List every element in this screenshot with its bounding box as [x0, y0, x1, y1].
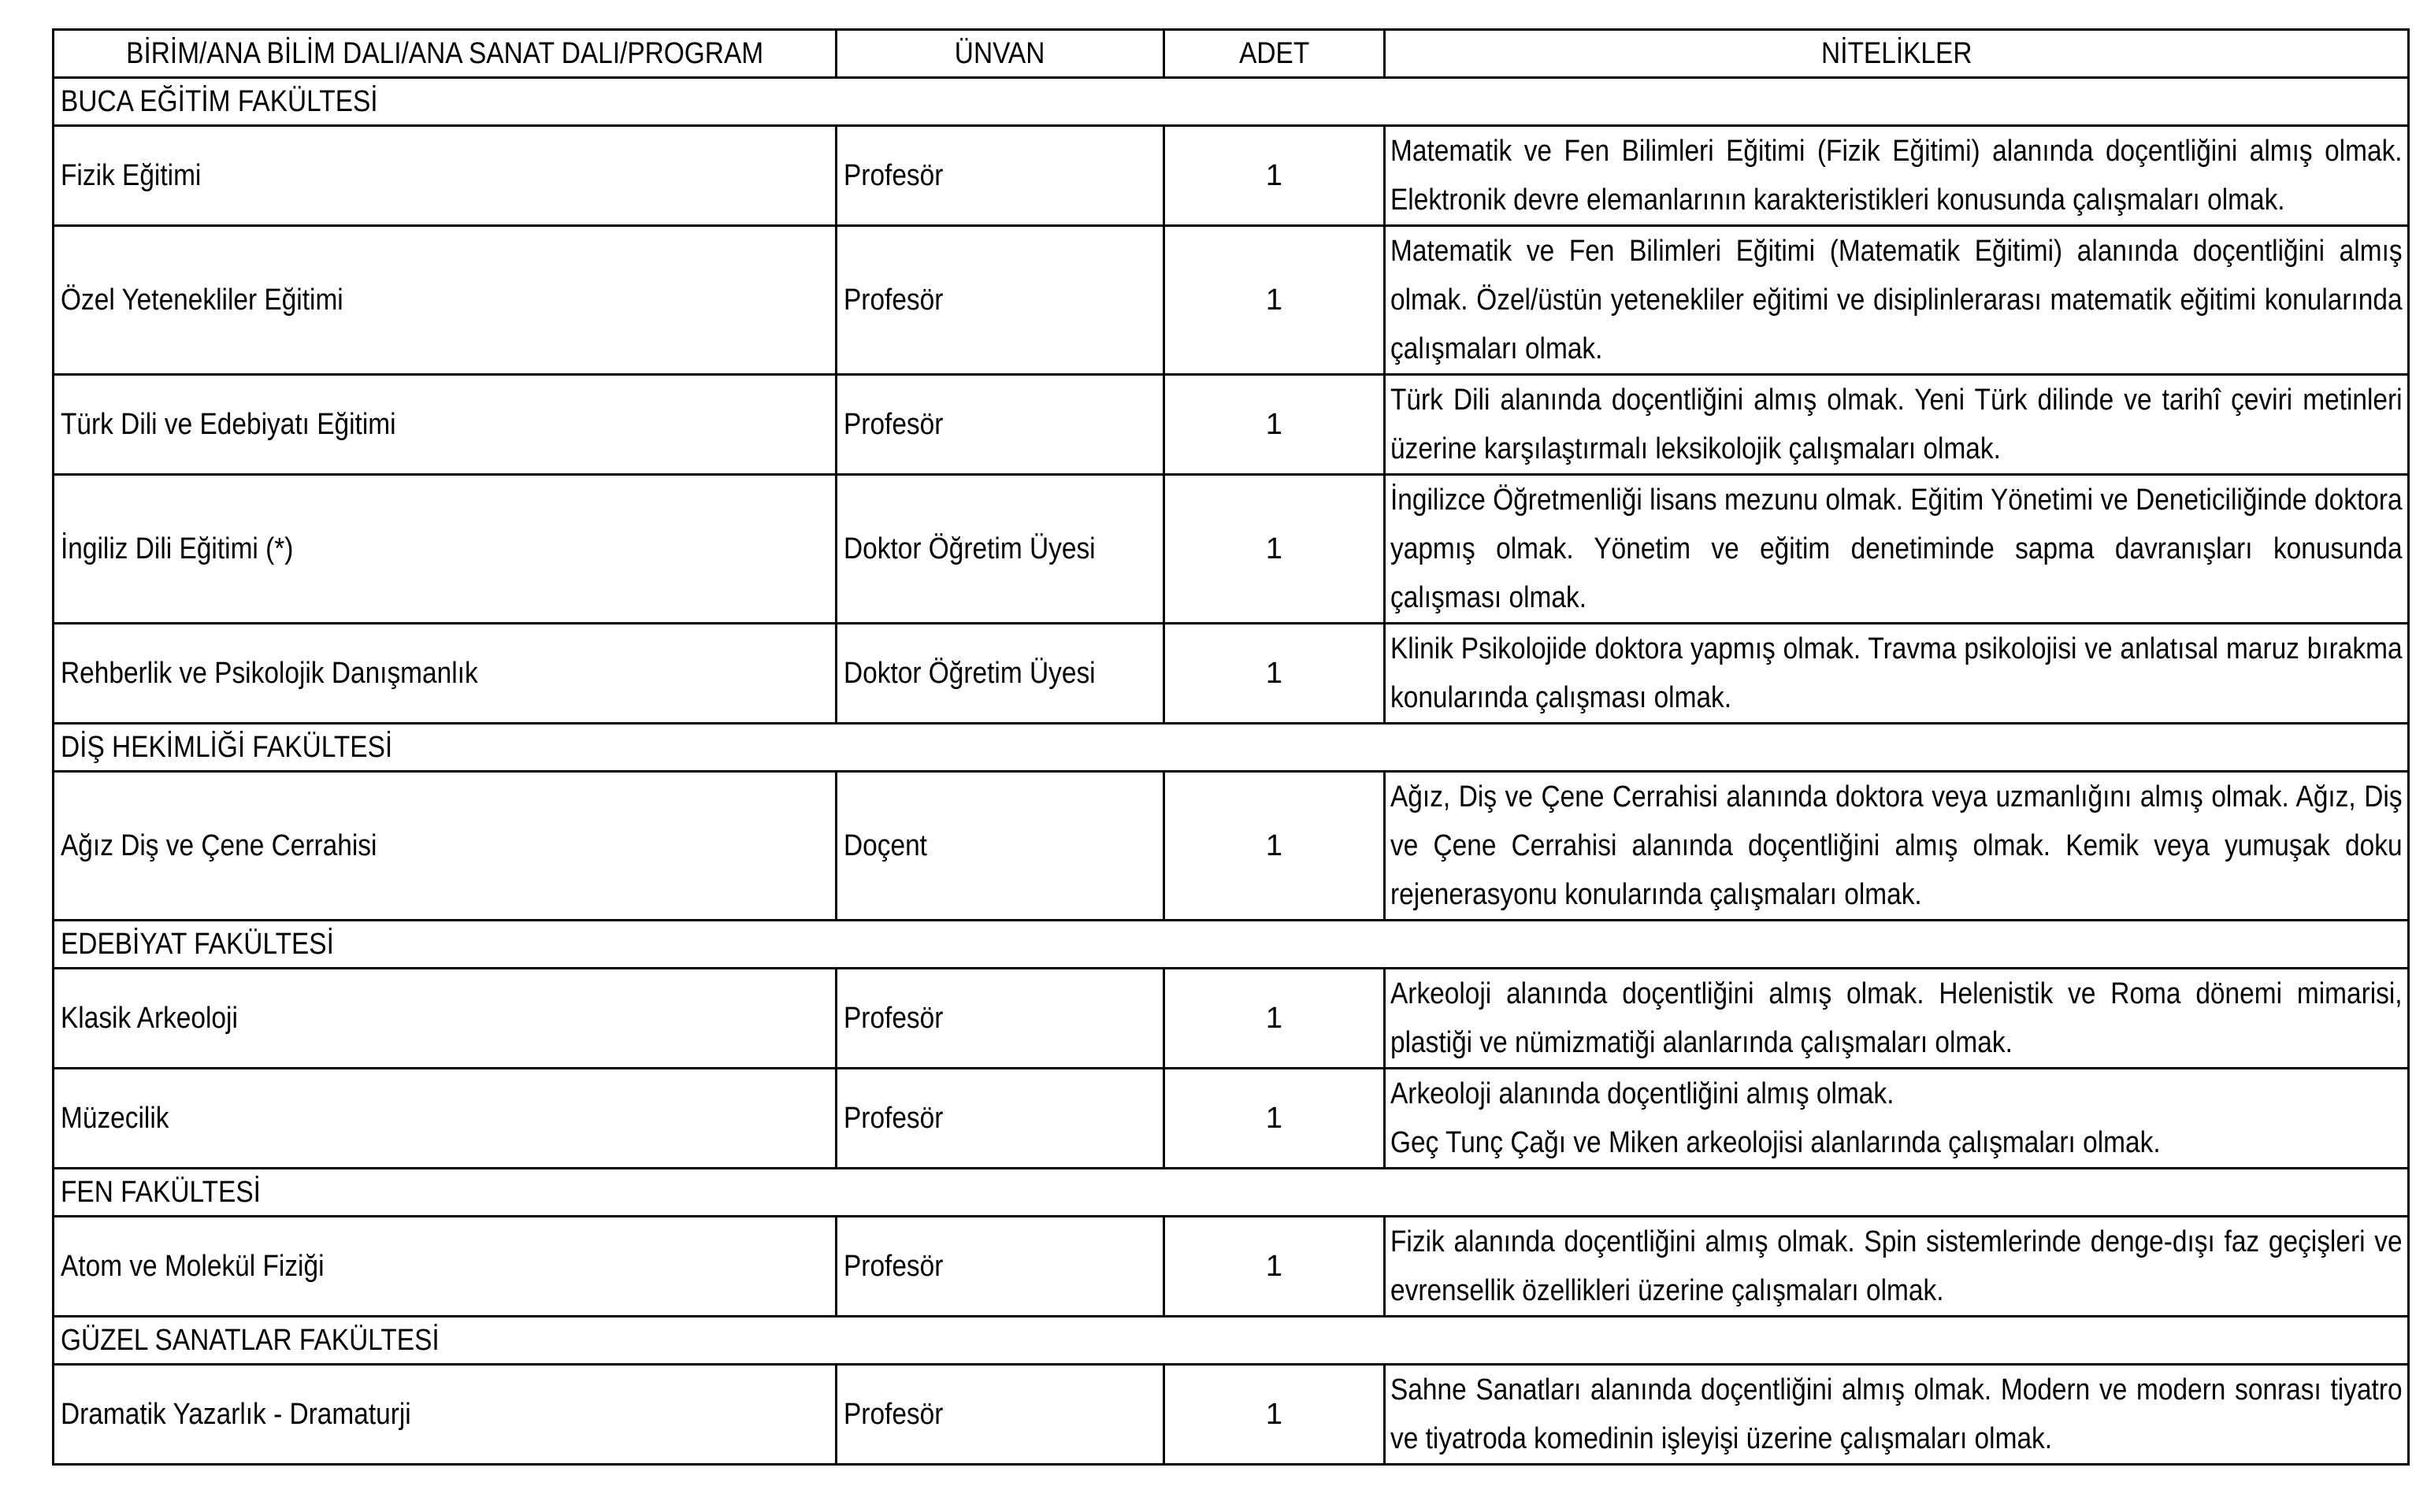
table-row	[54, 1365, 2409, 1465]
nitelikler-cell: Arkeoloji alanında doçentliğini almış olmak. Geç Tunç Çağı ve Miken arkeolojisi alanlarında çalışmaları olmak.	[1385, 1069, 2409, 1169]
unvan-cell: Profesör	[837, 375, 1164, 475]
adet-cell: 1	[1164, 1217, 1385, 1317]
section-title: EDEBİYAT FAKÜLTESİ	[54, 921, 2409, 969]
unvan-cell: Profesör	[837, 1217, 1164, 1317]
positions-table	[52, 28, 2410, 1466]
table-row	[54, 375, 2409, 475]
adet-cell: 1	[1164, 475, 1385, 624]
section-title: DİŞ HEKİMLİĞİ FAKÜLTESİ	[54, 724, 2409, 772]
program-cell: Dramatik Yazarlık - Dramaturji	[54, 1365, 837, 1465]
unvan-cell: Profesör	[837, 126, 1164, 226]
section-title: FEN FAKÜLTESİ	[54, 1169, 2409, 1217]
nitelikler-cell: Türk Dili alanında doçentliğini almış olmak. Yeni Türk dilinde ve tarihî çeviri metinleri üzerine karşılaştırmalı leksikolojik çalışmaları olmak.	[1385, 375, 2409, 475]
nitelikler-cell: Sahne Sanatları alanında doçentliğini almış olmak. Modern ve modern sonrası tiyatro ve tiyatroda komedinin işleyişi üzerine çalışmaları olmak.	[1385, 1365, 2409, 1465]
unvan-cell: Doçent	[837, 772, 1164, 921]
header-adet: ADET	[1164, 30, 1385, 78]
nitelikler-cell: Klinik Psikolojide doktora yapmış olmak. Travma psikolojisi ve anlatısal maruz bırakma konularında çalışması olmak.	[1385, 624, 2409, 724]
table-row	[54, 772, 2409, 921]
nitelikler-cell: Matematik ve Fen Bilimleri Eğitimi (Fizik Eğitimi) alanında doçentliğini almış olmak. Elektronik devre elemanlarının karakteristikleri konusunda çalışmaları olmak.	[1385, 126, 2409, 226]
adet-cell: 1	[1164, 772, 1385, 921]
nitelikler-cell: Ağız, Diş ve Çene Cerrahisi alanında doktora veya uzmanlığını almış olmak. Ağız, Diş ve Çene Cerrahisi alanında doçentliğini almış olmak. Kemik veya yumuşak doku rejenerasyonu konularında çalışmaları olmak.	[1385, 772, 2409, 921]
program-cell: Özel Yetenekliler Eğitimi	[54, 226, 837, 375]
unvan-cell: Doktor Öğretim Üyesi	[837, 624, 1164, 724]
table-row	[54, 126, 2409, 226]
unvan-cell: Doktor Öğretim Üyesi	[837, 475, 1164, 624]
table-header-row	[54, 30, 2409, 78]
unvan-cell: Profesör	[837, 226, 1164, 375]
program-cell: Rehberlik ve Psikolojik Danışmanlık	[54, 624, 837, 724]
section-row	[54, 78, 2409, 126]
section-title: GÜZEL SANATLAR FAKÜLTESİ	[54, 1317, 2409, 1365]
adet-cell: 1	[1164, 624, 1385, 724]
table-row	[54, 1069, 2409, 1169]
section-row	[54, 921, 2409, 969]
header-nitelikler: NİTELİKLER	[1385, 30, 2409, 78]
unvan-cell: Profesör	[837, 1069, 1164, 1169]
nitelikler-cell: Arkeoloji alanında doçentliğini almış olmak. Helenistik ve Roma dönemi mimarisi, plastiği ve nümizmatiği alanlarında çalışmaları olmak.	[1385, 969, 2409, 1069]
nitelikler-cell: İngilizce Öğretmenliği lisans mezunu olmak. Eğitim Yönetimi ve Deneticiliğinde doktora yapmış olmak. Yönetim ve eğitim denetiminde sapma davranışları konusunda çalışması olmak.	[1385, 475, 2409, 624]
table-row	[54, 475, 2409, 624]
program-cell: İngiliz Dili Eğitimi (*)	[54, 475, 837, 624]
program-cell: Atom ve Molekül Fiziği	[54, 1217, 837, 1317]
table-row	[54, 624, 2409, 724]
program-cell: Türk Dili ve Edebiyatı Eğitimi	[54, 375, 837, 475]
program-cell: Ağız Diş ve Çene Cerrahisi	[54, 772, 837, 921]
adet-cell: 1	[1164, 375, 1385, 475]
program-cell: Fizik Eğitimi	[54, 126, 837, 226]
section-row	[54, 1169, 2409, 1217]
program-cell: Müzecilik	[54, 1069, 837, 1169]
unvan-cell: Profesör	[837, 1365, 1164, 1465]
table-row	[54, 1217, 2409, 1317]
nitelikler-cell: Fizik alanında doçentliğini almış olmak. Spin sistemlerinde denge-dışı faz geçişleri ve evrensellik özellikleri üzerine çalışmaları olmak.	[1385, 1217, 2409, 1317]
section-row	[54, 724, 2409, 772]
header-birim: BİRİM/ANA BİLİM DALI/ANA SANAT DALI/PROGRAM	[54, 30, 837, 78]
nitelikler-cell: Matematik ve Fen Bilimleri Eğitimi (Matematik Eğitimi) alanında doçentliğini almış olmak. Özel/üstün yetenekliler eğitimi ve disiplinlerarası matematik eğitimi konularında çalışmaları olmak.	[1385, 226, 2409, 375]
adet-cell: 1	[1164, 1069, 1385, 1169]
table-row	[54, 226, 2409, 375]
program-cell: Klasik Arkeoloji	[54, 969, 837, 1069]
section-title: BUCA EĞİTİM FAKÜLTESİ	[54, 78, 2409, 126]
section-row	[54, 1317, 2409, 1365]
adet-cell: 1	[1164, 969, 1385, 1069]
staff-positions-document	[52, 28, 2407, 1466]
table-row	[54, 969, 2409, 1069]
header-unvan: ÜNVAN	[837, 30, 1164, 78]
adet-cell: 1	[1164, 1365, 1385, 1465]
adet-cell: 1	[1164, 226, 1385, 375]
unvan-cell: Profesör	[837, 969, 1164, 1069]
adet-cell: 1	[1164, 126, 1385, 226]
